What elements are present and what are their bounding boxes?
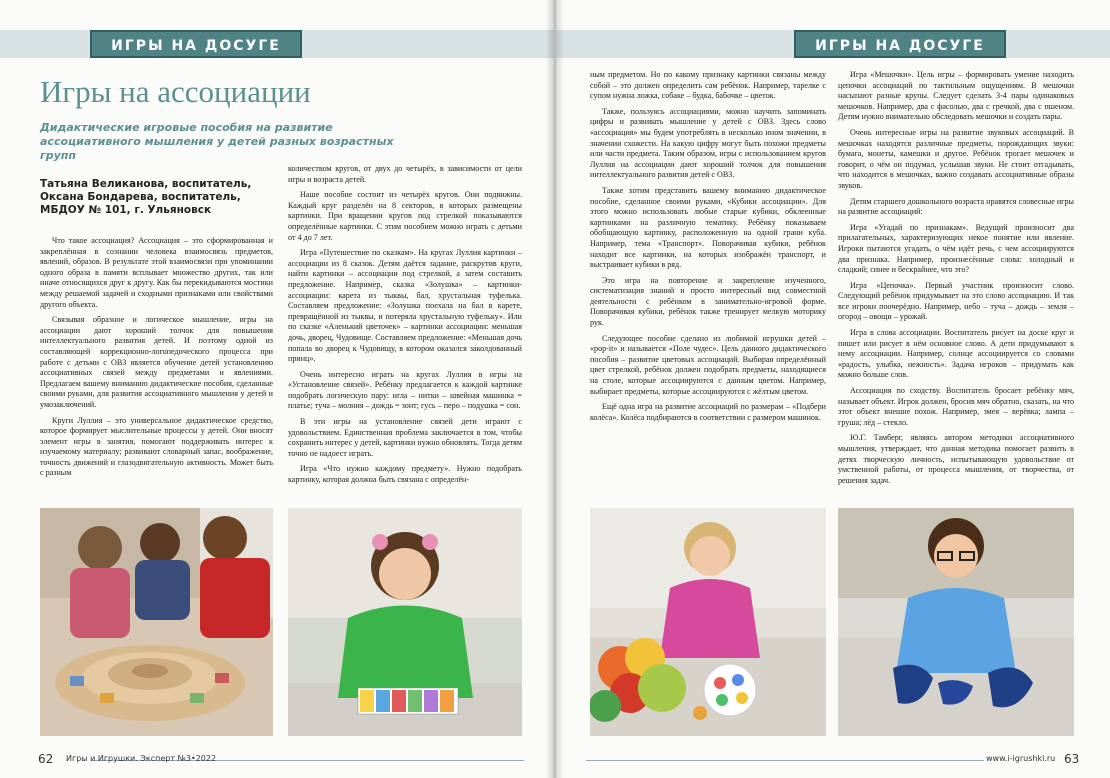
paragraph: Игра «Угадай по признакам». Ведущий произносит два прилагательных, характеризующих некое понятие или явление. Игроки пытаются угадать, о чём идёт речь, с чем ассоциируются два признака. Например, произнесённые слова: холодный и сладкий; синее и бескрайнее, что это?: [838, 222, 1074, 275]
right-column-2: [838, 70, 1074, 502]
photo-children-lull-circles: [40, 508, 273, 736]
photo-girl-pop-it: [590, 508, 826, 736]
paragraph: Игра «Путешествие по сказкам». На кругах Луллия картинки – ассоциации из 8 сказок. Детям даётся задание, раскрутив круги, найти картинки – ассоциации под стрелкой, а затем составить предложение. Например, сказка «Золушка» – картинки-ассоциации: карета из тыквы, бал, хрустальная туфелька. Составляем предложение: «Золушка поехала на бал в карете, превращённой из тыквы, и потеряла хрустальную туфельку». Или по сказке «Аленький цветочек» – картинки ассоциации: меньшая дочь, дворец, Чудовище. Составляем предложение: «Меньшая дочь попала во дворец к Чудовищу, в котором оказался заколдованный принц».: [288, 248, 522, 364]
author-block: [40, 178, 280, 217]
children-lull-circles-illustration: [40, 508, 273, 736]
paragraph: Круги Луллия – это универсальное дидактическое средство, которое формирует мыслительные процессы у детей. Они вносят элемент игры в занятия, помогают поддерживать интерес к изучаемому материалу; развивают словарный запас, воображение, точность движений и глазодвигательную активность. Может быть с разным: [40, 415, 273, 478]
footer-rule-right: [586, 760, 984, 761]
footer-site: www.i-igrushki.ru: [986, 754, 1056, 763]
girl-cubes-illustration: [288, 508, 522, 736]
footer-publication: Игры и Игрушки. Эксперт №3•2022: [66, 754, 217, 763]
left-page: [0, 0, 554, 778]
photo-boy-sacks: [838, 508, 1074, 736]
paragraph: Связывая образное и логическое мышление, игры на ассоциации дают хороший толчок для повышения интеллектуального развития детей. И поэтому одной из составляющей коррекционно-логопедического процесса при работе с детьми с ОВЗ является обучение детей установлению ассоциативных связей между предметами и явлениями. Предлагаем вашему вниманию дидактические пособия, сделанные своими руками, для развития ассоциативного мышления у детей и умозаключений.: [40, 315, 273, 409]
girl-pop-it-illustration: [590, 508, 826, 736]
page-number-left: 62: [38, 752, 54, 766]
author-line: Татьяна Великанова, воспитатель,: [40, 178, 252, 190]
paragraph: Также хотим представить вашему вниманию дидактическое пособие, сделанное своими руками, «Кубики ассоциации». Для этого можно использовать любые старые кубики, обклеенные картинками на различную тематику. Ребёнку показываем обобщающую картинку, расположенную на одной грани куба. Например, тема «Транспорт». Поворачивая кубики, ребёнок находит все картинки, на которых изображён транспорт, и выстраивает кубики в ряд.: [590, 185, 826, 270]
paragraph: Игра в слова ассоциации. Воспитатель рисует на доске круг и пишет или рисует в нём основное слово. А дети придумывают к нему ассоциации. Например, солнце ассоциируется со словами «радость, улыбка, нежность». Задача игроков – придумать как можно больше слов.: [838, 328, 1074, 380]
paragraph: Это игра на повторение и закрепление изученного, систематизация знаний и просто интересный вид совместной деятельности с ребёнком в занимательно-игровой форме. Поворачивая кубики, ребёнок также тренирует мелкую моторику рук.: [590, 275, 826, 328]
paragraph: Что такое ассоциация? Ассоциация – это сформированная и закреплённая в сознании человека взаимосвязь предметов, явлений, образов. В результате этой взаимосвязи при упоминании одного образа в памяти всплывает множество других, так или иначе относящихся друг к другу. Как бы перекидываются мостики между решаемой задачей и сходными признаками или свойствами другого объекта.: [40, 236, 273, 309]
paragraph: Наше пособие состоит из четырёх кругов. Они подвижны. Каждый круг разделён на 8 секторов, в которых размещены картинки. При вращении кругов под стрелкой показываются определённые картинки. С этим пособием можно играть с детьми от 4 до 7 лет.: [288, 190, 522, 242]
right-column-1: [590, 70, 826, 502]
author-line: Оксана Бондарева, воспитатель,: [40, 191, 241, 203]
paragraph: В эти игры на установление связей дети играют с удовольствием. Единственная проблема заключается в том, чтобы сохранить интерес у детей, картинки нужно обновлять. Тогда детям точно не надоест играть.: [288, 417, 522, 458]
left-column-2: [288, 164, 522, 498]
paragraph: количеством кругов, от двух до четырёх, в зависимости от цели игры и возраста детей.: [288, 164, 522, 184]
paragraph: Ассоциация по сходству. Воспитатель бросает ребёнку мяч, называет объект. Игрок должен, бросив мяч обратно, сказать, на что этот объект внешне похож. Например, змея – верёвка; лампа – груша; лёд – стекло.: [838, 386, 1074, 427]
paragraph: Игра «Мешочки». Цель игры – формировать умение находить цепочки ассоциаций по тактильным ощущениям. В мешочки насыпают разные крупы. Следует сделать 3-4 пары одинаковых мешочков. Например, два с фасолью, два с гречкой, два с пшеном. Детям нужно внимательно обследовать мешочки и создать пары.: [838, 70, 1074, 122]
article-title: Игры на ассоциации: [40, 74, 311, 109]
left-column-1: [40, 236, 273, 498]
paragraph: Также, пользуясь ассоциациями, можно научить запоминать цифры и развивать мышление у детей с ОВЗ. Здесь слово «ассоциация» мы будем употреблять в несколько ином значении, в значении схожести. На какую цифру могут быть похожи предметы или части предмета. Таким образом, игры с использованием кругов Луллия на ассоциации дают хороший толчок для повышения интеллектуального развития детей с ОВЗ.: [590, 106, 826, 180]
right-page: [556, 0, 1110, 778]
author-line: МБДОУ № 101, г. Ульяновск: [40, 204, 212, 216]
boy-sacks-illustration: [838, 508, 1074, 736]
paragraph: Детям старшего дошкольного возраста нравятся словесные игры на развитие ассоциаций:: [838, 196, 1074, 217]
paragraph: Очень интересные игры на развитие звуковых ассоциаций. В мешочках находятся различные предметы, порождающих звуки: бумага, монеты, камешки и другое. Ребёнок трогает мешочек и говорит, о чём он подумал, услышав звуки. Не стоит отгадывать, что находится в мешочках, важно создавать ассоциативные образы звуков.: [838, 127, 1074, 190]
photo-girl-cubes: [288, 508, 522, 736]
paragraph: Следующее пособие сделано из любимой игрушки детей – «pop-it» и называется «Поле чудес». Цель данного дидактического пособия – развитие цветовых ассоциаций. Выбирая определённый цвет стрелкой, ребёнок должен подобрать предметы, находящиеся на столе, которые ассоциируются с данным цветом. Например, выбирает предметы, которые ассоциируются с жёлтым цветом.: [590, 333, 826, 396]
page-gutter-shadow: [546, 0, 564, 778]
paragraph: Игра «Что нужно каждому предмету». Нужно подобрать картинку, которая должна быть связана с определён-: [288, 464, 522, 485]
paragraph: Ещё одна игра на развитие ассоциаций по размерам – «Подбери колёса». Колёса подбираются в соответствии с размером машинок.: [590, 402, 826, 422]
section-tag-left: ИГРЫ НА ДОСУГЕ: [90, 30, 302, 58]
paragraph: ным предметом. Но по какому признаку картинки связаны между собой – это должен определить сам ребёнок. Например, тарелке с супом нужна ложка, собаке – будка, бабочке – цветок.: [590, 70, 826, 101]
paragraph: Очень интересно играть на кругах Луллия в игры на «Установление связей». Ребёнку предлагается к каждой картинке подобрать логическую пару: игла – нитки – швейная машинка = платье; туча – молния – дождь = зонт; гусь – перо – подушка = сон.: [288, 369, 522, 411]
paragraph: Ю.Г. Тамберг, являясь автором методики ассоциативного мышления, утверждает, что данная методика помогает развить в детях творческую личность, испытывающую удовольствие от умственной работы, от процесса мышления, от творчества, от решения задач.: [838, 433, 1074, 485]
article-subtitle: Дидактические игровые пособия на развитие ассоциативного мышления у детей разных возрастных групп: [40, 121, 394, 162]
section-tag-right: ИГРЫ НА ДОСУГЕ: [794, 30, 1006, 58]
paragraph: Игра «Цепочка». Первый участник произносит слово. Следующий ребёнок придумывает на это слово ассоциацию. И так все игроки поочерёдно. Например, небо – туча – дождь – земля – огород – овощи – урожай.: [838, 280, 1074, 322]
page-number-right: 63: [1064, 752, 1080, 766]
